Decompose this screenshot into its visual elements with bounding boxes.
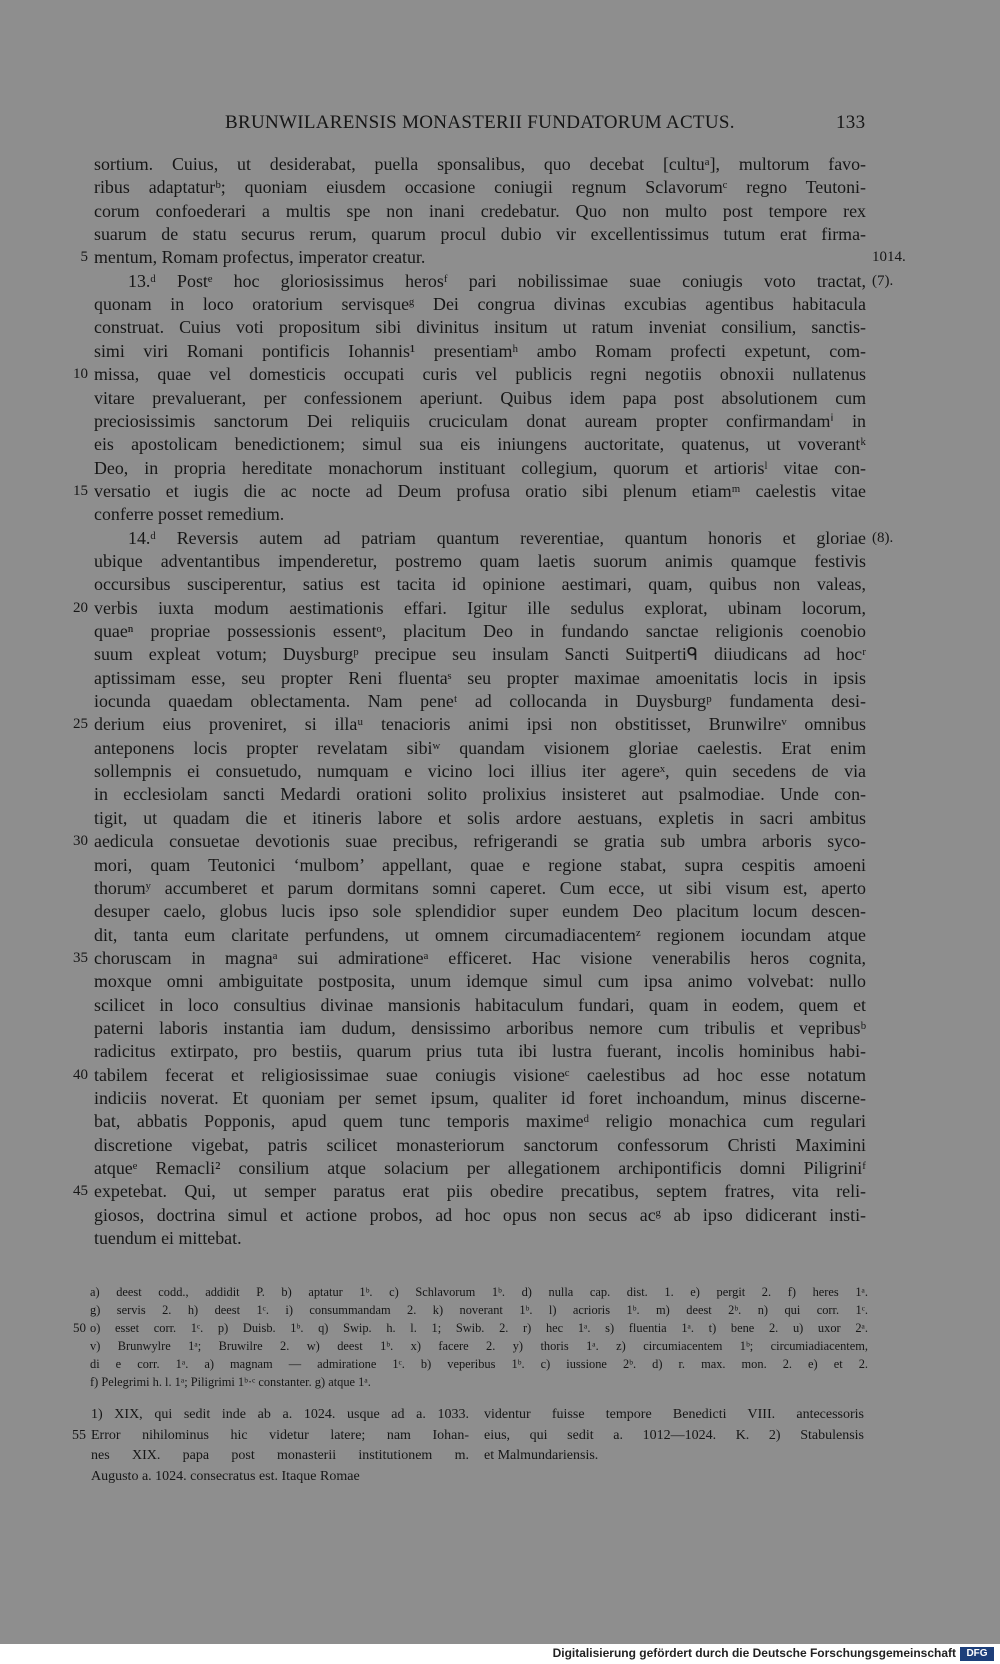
line-text: sortium. Cuius, ut desiderabat, puella sponsalibus, quo decebat [cultuᵃ], multorum favo- — [94, 154, 866, 174]
line-number: 45 — [73, 1183, 88, 1200]
note-right-text: videntur fuisse tempore Benedicti VIII. antecessoris — [484, 1407, 864, 1422]
footnote-line — [0, 1355, 1000, 1373]
note-right-text: eius, qui sedit a. 1012—1024. K. 2) Stabulensis — [484, 1427, 864, 1443]
text-line — [0, 1040, 1000, 1063]
text-line — [0, 1064, 1000, 1087]
line-text: occursibus susciperentur, satius est tacita id opinione aestimari, quam, quibus non valeas, — [94, 574, 866, 595]
line-text: 13.ᵈ Postᵉ hoc gloriosissimus herosᶠ pari nobilissimae suae coniugis voto tractat, — [128, 270, 866, 291]
page-number: 133 — [836, 112, 866, 133]
line-text: conferre posset remedium. — [94, 504, 285, 525]
footnote-text: a) deest codd., addidit P. b) aptatur 1ᵇ. c) Schlavorum 1ᵇ. d) nulla cap. dist. 1. e) pergit 2. f) heres 1ᵃ. — [90, 1285, 868, 1299]
line-text: suum expleat votum; Duysburgᵖ precipue seu insulam Sancti Suitpertiᑫ diiudicans ad hocʳ — [94, 644, 866, 665]
note-line — [0, 1405, 1000, 1426]
text-line — [0, 457, 1000, 480]
line-text: corum confoederari a multis spe non inani credebatur. Quo non multo post tempore rex — [94, 200, 866, 221]
line-text: indiciis noverat. Et quoniam per semet ipsum, qualiter id foret inchoandum, minus discerne- — [94, 1088, 866, 1108]
text-line — [0, 387, 1000, 410]
line-text: verbis iuxta modum aestimationis effari. Igitur ille sedulus explorat, ubinam locorum, — [94, 597, 866, 618]
line-text: discretione vigebat, patris scilicet monasteriorum sanctorum confessorum Christi Maximini — [94, 1134, 866, 1155]
line-text: 14.ᵈ Reversis autem ad patriam quantum reverentiae, quantum honoris et gloriae — [128, 527, 866, 548]
line-text: giosos, doctrina simul et actione probos, ad hoc opus non secus acᵍ ab ipso didicerant insti- — [94, 1204, 866, 1225]
line-text: preciosissimis sanctorum Dei reliquiis cruciculam donat auream propter confirmandamⁱ in — [94, 410, 866, 431]
line-number: 50 — [73, 1320, 86, 1335]
text-line — [0, 737, 1000, 760]
line-text: missa, quae vel domesticis occupati curis vel publicis regni negotiis obnoxii nullatenus — [94, 364, 866, 385]
note-left-text: Error nihilominus hic videtur latere; nam Iohan- — [91, 1427, 469, 1443]
margin-note: 1014. — [872, 249, 906, 266]
line-text: bat, abbatis Popponis, apud quem tunc temporis maximeᵈ religio monachica cum regulari — [94, 1111, 866, 1132]
text-line — [0, 503, 1000, 526]
note-line — [0, 1467, 1000, 1488]
text-line — [0, 783, 1000, 806]
line-text: iocunda quaedam oblectamenta. Nam peneᵗ ad collocanda in Duysburgᵖ fundamenta desi- — [94, 691, 866, 712]
line-number: 20 — [73, 599, 88, 616]
footer-bar — [0, 1644, 1000, 1664]
line-text: Deo, in propria hereditate monachorum instituant collegium, quorum et artiorisˡ vitae con- — [94, 457, 866, 478]
line-number: 30 — [73, 833, 88, 850]
text-line — [0, 947, 1000, 970]
line-text: mentum, Romam profectus, imperator creatur. — [94, 247, 426, 268]
text-line — [0, 620, 1000, 643]
text-line — [0, 854, 1000, 877]
line-number: 5 — [80, 249, 88, 266]
text-line — [0, 1180, 1000, 1203]
line-text: vitare prevaluerant, per confessionem aperiunt. Quibus idem papa post absolutionem cum — [94, 387, 866, 408]
line-text: paterni laboris instantia iam dudum, densissimo arboribus nemore cum tribulis et vepribusᵇ — [94, 1017, 866, 1038]
text-line — [0, 1204, 1000, 1227]
line-text: anteponens locis propter revelatam sibiʷ quandam visionem gloriae caelestis. Erat enim — [94, 737, 866, 758]
text-line — [0, 316, 1000, 339]
text-line — [0, 293, 1000, 316]
note-left-text: Augusto a. 1024. consecratus est. Itaque Romae — [91, 1468, 360, 1484]
text-line — [0, 153, 1000, 176]
line-text: versatio et iugis die ac nocte ad Deum profusa oratio sibi plenum etiamᵐ caelestis vitae — [94, 480, 866, 501]
text-line — [0, 223, 1000, 246]
text-line — [0, 1087, 1000, 1110]
line-number: 40 — [73, 1066, 88, 1083]
text-line — [0, 1110, 1000, 1133]
text-line — [0, 667, 1000, 690]
text-line — [0, 433, 1000, 456]
line-text: aedicula consuetae devotionis suae precibus, refrigerandi se gratia sub umbra arboris syco- — [94, 831, 866, 852]
line-text: radicitus extirpato, pro bestiis, quarum prius tuta ibi lustra fuerant, incolis hominibus habi- — [94, 1041, 866, 1062]
line-number: 55 — [72, 1427, 86, 1443]
line-text: tabilem fecerat et religiosissimae suae coniugis visioneᶜ caelestibus ad hoc esse notatum — [94, 1064, 866, 1085]
footnote-text: g) servis 2. h) deest 1ᶜ. i) consummandam 2. k) noverant 1ᵇ. l) acrioris 1ᵇ. m) deest 2ᵇ. n) qui corr. 1ᶜ. — [90, 1303, 868, 1317]
text-line — [0, 363, 1000, 386]
line-text: choruscam in magnaᵃ sui admirationeᵃ efficeret. Hac visione venerabilis heros cognita, — [94, 947, 866, 968]
line-text: suarum de statu securus rerum, quarum procul dubio vir excellentissimus tutum erat firma- — [94, 224, 866, 245]
text-line — [0, 900, 1000, 923]
text-line — [0, 527, 1000, 550]
line-text: aptissimam esse, seu propter Reni fluentaˢ seu propter maximae amoenitatis locis in ipsis — [94, 667, 866, 688]
line-text: moxque omni ambiguitate postposita, unum idemque simul cum ipsa animo volvebat: nullo — [94, 971, 866, 992]
line-text: mori, quam Teutonici ‘mulbom’ appellant, quae e regione stabat, supra cespitis amoeni — [94, 854, 866, 875]
footnote-line — [0, 1373, 1000, 1391]
text-line — [0, 924, 1000, 947]
line-number: 25 — [73, 716, 88, 733]
footnote-text: f) Pelegrimi h. l. 1ᵃ; Piligrimi 1ᵇ·ᶜ constanter. g) atque 1ᵃ. — [90, 1375, 371, 1389]
text-line — [0, 877, 1000, 900]
line-text: ribus adaptaturᵇ; quoniam eiusdem occasione coniugii regnum Sclavorumᶜ regno Teutoni- — [94, 177, 866, 198]
text-line — [0, 340, 1000, 363]
line-text: simi viri Romani pontificis Iohannis¹ presentiamʰ ambo Romam profecti expetunt, com- — [94, 340, 866, 361]
text-line — [0, 480, 1000, 503]
line-text: quonam in loco oratorium servisqueᵍ Dei congrua divinas excubias agentibus habitacula — [94, 294, 866, 315]
footnote-line — [0, 1301, 1000, 1319]
text-line — [0, 410, 1000, 433]
text-line — [0, 643, 1000, 666]
dfg-logo: DFG — [960, 1647, 994, 1661]
text-line — [0, 176, 1000, 199]
footnote-text: v) Brunwylre 1ᵃ; Bruwilre 2. w) deest 1ᵇ. x) facere 2. y) thoris 1ᵃ. z) circumiacentem 1ᵇ; circumiadiacentem, — [90, 1339, 868, 1353]
footnote-line — [0, 1319, 1000, 1337]
footnote-line — [0, 1337, 1000, 1355]
line-number: 35 — [73, 949, 88, 966]
text-line — [0, 1017, 1000, 1040]
note-left-text: nes XIX. papa post monasterii institutionem m. — [91, 1448, 469, 1463]
line-number: 10 — [73, 366, 88, 383]
footnote-line — [0, 1283, 1000, 1301]
text-line — [0, 270, 1000, 293]
funding-text: Digitalisierung gefördert durch die Deutsche Forschungsgemeinschaft — [552, 1646, 956, 1660]
text-line — [0, 1134, 1000, 1157]
line-text: atqueᵉ Remacli² consilium atque solacium per allegationem archipontificis domni Piligriniᶠ — [94, 1158, 866, 1179]
text-line — [0, 597, 1000, 620]
line-text: desuper caelo, globus lucis ipso sole splendidior super eundem Deo placitum locum descen- — [94, 901, 866, 922]
line-text: sollempnis ei consuetudo, numquam e vicino loci illius iter agereˣ, quin secedens de via — [94, 761, 866, 782]
line-text: construat. Cuius voti propositum sibi divinitus insitum ut ratum inveniat consilium, sanctis- — [94, 317, 866, 338]
note-left-text: 1) XIX, qui sedit inde ab a. 1024. usque ad a. 1033. — [91, 1407, 469, 1422]
line-text: tuendum ei mittebat. — [94, 1228, 242, 1249]
text-line — [0, 830, 1000, 853]
text-line — [0, 1227, 1000, 1250]
line-text: thorumʸ accumberet et parum dormitans somni caperet. Cum ecce, ut sibi visum est, aperto — [94, 877, 866, 898]
margin-note: (8). — [872, 529, 894, 546]
text-line — [0, 807, 1000, 830]
note-line — [0, 1426, 1000, 1447]
header-title: BRUNWILARENSIS MONASTERII FUNDATORUM ACTUS. — [225, 112, 735, 133]
note-right-text: et Malmundariensis. — [484, 1448, 599, 1463]
line-text: derium eius proveniret, si illaᵘ tenacioris animi ipsi non obstitisset, Brunwilreᵛ omnibus — [94, 714, 866, 735]
text-line — [0, 1157, 1000, 1180]
line-text: eis apostolicam benedictionem; simul sua eis iniungens auctoritate, quatenus, ut voverantᵏ — [94, 434, 866, 455]
text-line — [0, 246, 1000, 269]
text-line — [0, 200, 1000, 223]
line-text: tigit, ut quadam die et itineris labore et solis ardore aestuans, expletis in sacri ambitus — [94, 807, 866, 828]
margin-note: (7). — [872, 272, 894, 289]
text-line — [0, 713, 1000, 736]
footnote-text: o) esset corr. 1ᶜ. p) Duisb. 1ᵇ. q) Swip. h. l. 1; Swib. 2. r) hec 1ᵃ. s) fluentia 1ᵃ. t) bene 2. u) uxor 2ᵃ. — [90, 1321, 868, 1335]
line-text: expetebat. Qui, ut semper paratus erat piis obedire precatibus, septem fratres, vita reli- — [94, 1181, 866, 1202]
text-line — [0, 994, 1000, 1017]
text-line — [0, 970, 1000, 993]
line-text: scilicet in loco consultius divinae mansionis habitaculum fundari, quam in eodem, quem et — [94, 994, 866, 1015]
text-line — [0, 550, 1000, 573]
note-line — [0, 1446, 1000, 1467]
line-number: 15 — [73, 482, 88, 499]
text-line — [0, 690, 1000, 713]
footnote-text: di e corr. 1ᵃ. a) magnam — admiratione 1ᶜ. b) veperibus 1ᵇ. c) iussione 2ᵇ. d) r. max. mon. 2. e) et 2. — [90, 1357, 868, 1371]
line-text: quaeⁿ propriae possessionis essentᵒ, placitum Deo in fundando sanctae religionis coenobio — [94, 621, 866, 641]
text-line — [0, 573, 1000, 596]
text-line — [0, 760, 1000, 783]
line-text: ubique adventantibus impenderetur, postremo quam laetis suorum animis quamque festivis — [94, 550, 866, 571]
line-text: in ecclesiolam sancti Medardi orationi solito prolixius insisteret aut psalmodiae. Unde con- — [94, 784, 866, 805]
line-text: dit, tanta eum claritate perfundens, ut omnem circumadiacentemᶻ regionem iocundam atque — [94, 924, 866, 945]
